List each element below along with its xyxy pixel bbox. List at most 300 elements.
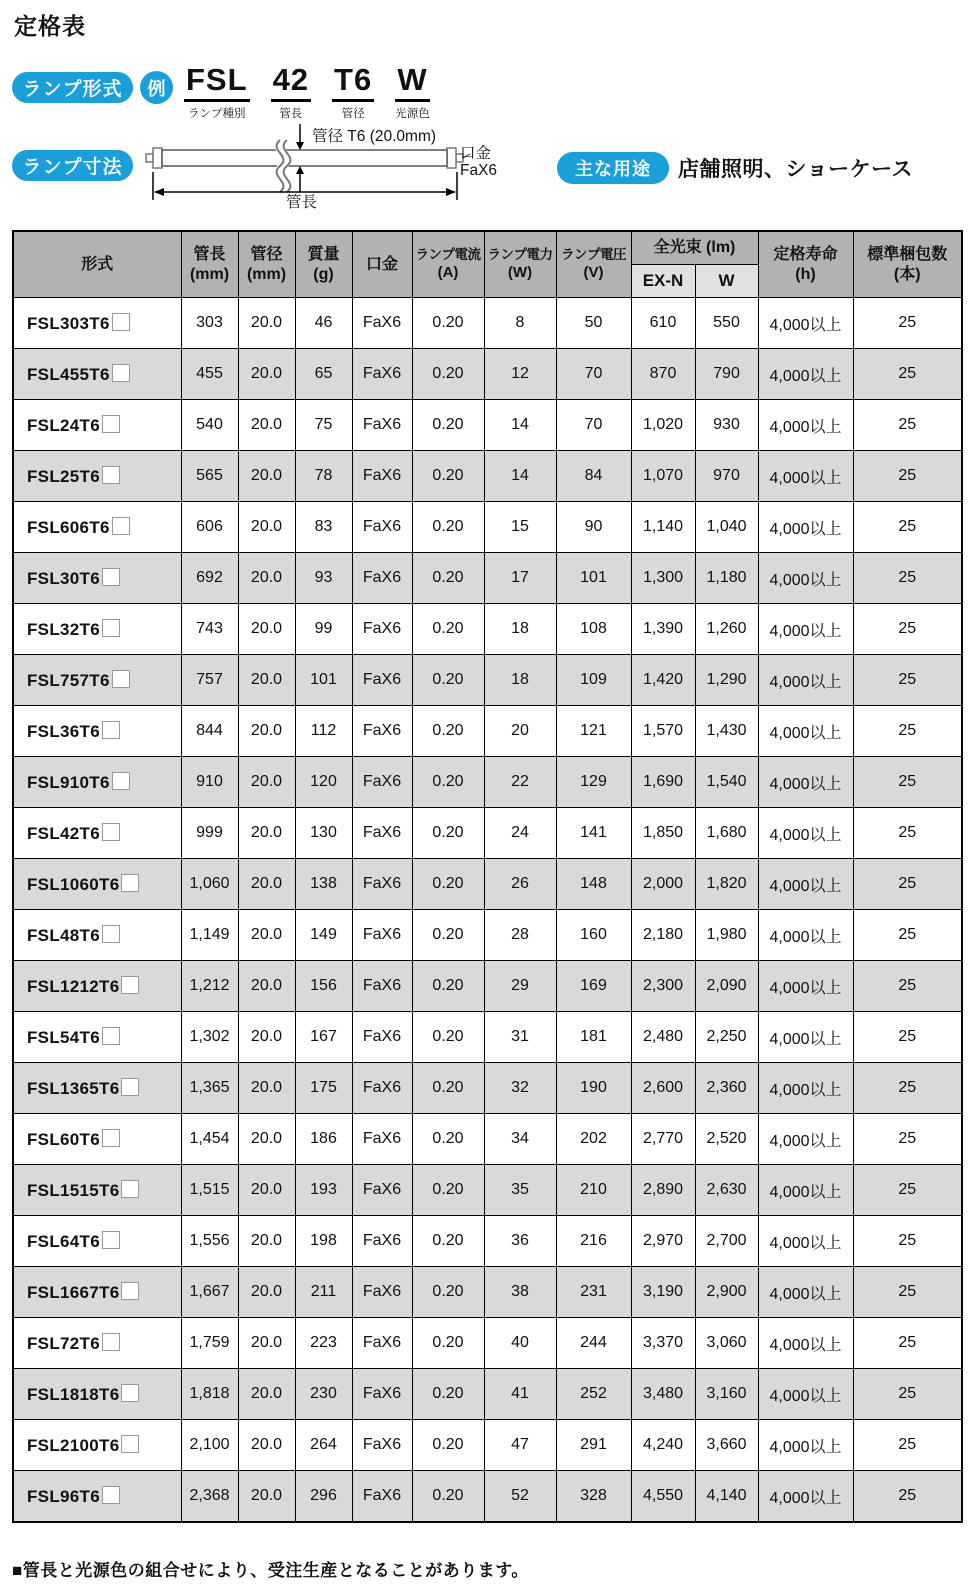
voltage-cell: 181 [556,1012,631,1063]
flux-w-cell: 550 [695,298,758,349]
base-cell: FaX6 [352,1216,412,1267]
model-cell [13,1420,181,1471]
power-cell: 29 [484,961,556,1012]
base-cell: FaX6 [352,1318,412,1369]
color-code-box [121,1078,139,1096]
packing-cell: 25 [853,1063,962,1114]
packing-cell: 25 [853,757,962,808]
color-code-box [102,1027,120,1045]
length-cell: 757 [181,655,238,706]
packing-cell: 25 [853,961,962,1012]
color-code-box [102,1231,120,1249]
model-code: FSL1060T6 [27,874,120,894]
table-row [13,1216,962,1267]
power-cell: 34 [484,1114,556,1165]
main-use-text: 店舗照明、ショーケース [678,158,914,181]
flux-w-cell: 790 [695,349,758,400]
format-code-label: ランプ種別 [188,107,246,120]
power-cell: 35 [484,1165,556,1216]
color-code-box [112,313,130,331]
model-code: FSL54T6 [27,1027,100,1047]
table-row [13,298,962,349]
color-code-box [112,772,130,790]
model-code: FSL64T6 [27,1231,100,1251]
current-cell: 0.20 [412,451,484,502]
flux-w-cell: 1,040 [695,502,758,553]
packing-cell: 25 [853,706,962,757]
diameter-cell: 20.0 [238,1471,295,1523]
base-cell: FaX6 [352,757,412,808]
diameter-cell: 20.0 [238,1420,295,1471]
flux-exn-cell: 1,690 [631,757,695,808]
life-cell: 4,000以上 [758,1369,853,1420]
base-cell: FaX6 [352,604,412,655]
model-code: FSL910T6 [27,772,110,792]
model-code: FSL757T6 [27,670,110,690]
power-cell: 41 [484,1369,556,1420]
model-cell [13,400,181,451]
power-cell: 31 [484,1012,556,1063]
life-cell: 4,000以上 [758,349,853,400]
life-cell: 4,000以上 [758,706,853,757]
col-header-packing: 標準梱包数 (本) [853,231,962,298]
voltage-cell: 108 [556,604,631,655]
current-cell: 0.20 [412,502,484,553]
color-code-box [102,568,120,586]
table-row [13,553,962,604]
flux-w-cell: 2,360 [695,1063,758,1114]
format-code: 42 [271,64,311,102]
mass-cell: 223 [295,1318,352,1369]
packing-cell: 25 [853,1318,962,1369]
current-cell: 0.20 [412,298,484,349]
color-code-box [102,721,120,739]
diameter-cell: 20.0 [238,757,295,808]
flux-w-cell: 1,680 [695,808,758,859]
model-code: FSL25T6 [27,466,100,486]
model-code: FSL1365T6 [27,1078,120,1098]
voltage-cell: 70 [556,400,631,451]
model-code: FSL24T6 [27,415,100,435]
mass-cell: 149 [295,910,352,961]
flux-w-cell: 1,820 [695,859,758,910]
length-cell: 1,212 [181,961,238,1012]
length-cell: 540 [181,400,238,451]
flux-exn-cell: 870 [631,349,695,400]
length-cell: 1,818 [181,1369,238,1420]
power-cell: 14 [484,451,556,502]
current-cell: 0.20 [412,349,484,400]
flux-exn-cell: 2,480 [631,1012,695,1063]
model-code: FSL606T6 [27,517,110,537]
table-row [13,961,962,1012]
diameter-cell: 20.0 [238,1114,295,1165]
mass-cell: 130 [295,808,352,859]
packing-cell: 25 [853,298,962,349]
diameter-cell: 20.0 [238,553,295,604]
packing-cell: 25 [853,655,962,706]
length-cell: 999 [181,808,238,859]
diameter-cell: 20.0 [238,859,295,910]
flux-exn-cell: 1,300 [631,553,695,604]
col-header-voltage: ランプ電圧 (V) [556,231,631,298]
mass-cell: 46 [295,298,352,349]
flux-w-cell: 2,090 [695,961,758,1012]
power-cell: 14 [484,400,556,451]
mass-cell: 175 [295,1063,352,1114]
rating-table [12,230,963,1523]
table-row [13,604,962,655]
base-cell: FaX6 [352,1114,412,1165]
base-cell: FaX6 [352,655,412,706]
packing-cell: 25 [853,451,962,502]
color-code-box [102,1129,120,1147]
flux-w-cell: 2,520 [695,1114,758,1165]
lamp-format-example [184,64,430,121]
power-cell: 15 [484,502,556,553]
tube-diameter-label: 管径 T6 (20.0mm) [312,128,437,145]
life-cell: 4,000以上 [758,1420,853,1471]
mass-cell: 138 [295,859,352,910]
diameter-cell: 20.0 [238,451,295,502]
model-code: FSL32T6 [27,619,100,639]
life-cell: 4,000以上 [758,757,853,808]
mass-cell: 230 [295,1369,352,1420]
current-cell: 0.20 [412,1114,484,1165]
flux-exn-cell: 4,550 [631,1471,695,1523]
color-code-box [102,823,120,841]
model-code: FSL1212T6 [27,976,120,996]
life-cell: 4,000以上 [758,298,853,349]
length-cell: 1,556 [181,1216,238,1267]
flux-w-cell: 2,630 [695,1165,758,1216]
power-cell: 18 [484,604,556,655]
packing-cell: 25 [853,1420,962,1471]
model-cell [13,451,181,502]
flux-w-cell: 1,980 [695,910,758,961]
life-cell: 4,000以上 [758,808,853,859]
table-row [13,1012,962,1063]
life-cell: 4,000以上 [758,553,853,604]
model-code: FSL30T6 [27,568,100,588]
power-cell: 28 [484,910,556,961]
base-cell: FaX6 [352,400,412,451]
col-header-flux-w: W [695,265,758,298]
current-cell: 0.20 [412,1318,484,1369]
diameter-cell: 20.0 [238,961,295,1012]
flux-w-cell: 4,140 [695,1471,758,1523]
life-cell: 4,000以上 [758,1471,853,1523]
life-cell: 4,000以上 [758,400,853,451]
flux-w-cell: 1,260 [695,604,758,655]
col-header-current: ランプ電流 (A) [412,231,484,298]
diameter-cell: 20.0 [238,1216,295,1267]
flux-exn-cell: 1,850 [631,808,695,859]
current-cell: 0.20 [412,1216,484,1267]
model-cell [13,298,181,349]
model-cell [13,604,181,655]
current-cell: 0.20 [412,808,484,859]
flux-w-cell: 2,700 [695,1216,758,1267]
col-header-flux-exn: EX-N [631,265,695,298]
voltage-cell: 109 [556,655,631,706]
model-code: FSL1818T6 [27,1384,120,1404]
flux-exn-cell: 2,180 [631,910,695,961]
current-cell: 0.20 [412,1165,484,1216]
length-cell: 844 [181,706,238,757]
voltage-cell: 231 [556,1267,631,1318]
format-code: T6 [332,64,374,102]
base-cell: FaX6 [352,706,412,757]
life-cell: 4,000以上 [758,1063,853,1114]
table-row [13,1114,962,1165]
length-cell: 303 [181,298,238,349]
tube-base-label: 口金 FaX6 [460,145,498,180]
format-part-color [395,64,430,121]
lamp-dimensions-pill: ランプ寸法 [12,150,133,181]
flux-w-cell: 1,180 [695,553,758,604]
flux-exn-cell: 1,570 [631,706,695,757]
length-cell: 1,149 [181,910,238,961]
color-code-box [121,1435,139,1453]
color-code-box [102,415,120,433]
length-cell: 1,060 [181,859,238,910]
power-cell: 20 [484,706,556,757]
flux-exn-cell: 3,480 [631,1369,695,1420]
table-row [13,502,962,553]
mass-cell: 75 [295,400,352,451]
flux-w-cell: 3,060 [695,1318,758,1369]
life-cell: 4,000以上 [758,859,853,910]
model-cell [13,502,181,553]
model-code: FSL455T6 [27,364,110,384]
diameter-cell: 20.0 [238,298,295,349]
packing-cell: 25 [853,808,962,859]
power-cell: 47 [484,1420,556,1471]
main-use-pill: 主な用途 [557,152,669,184]
table-row [13,808,962,859]
life-cell: 4,000以上 [758,1216,853,1267]
flux-exn-cell: 2,770 [631,1114,695,1165]
model-code: FSL1667T6 [27,1282,120,1302]
life-cell: 4,000以上 [758,961,853,1012]
format-code-label: 管径 [341,107,365,120]
base-cell: FaX6 [352,553,412,604]
voltage-cell: 141 [556,808,631,859]
lamp-diagram [140,118,505,216]
base-cell: FaX6 [352,1420,412,1471]
table-row [13,349,962,400]
table-row [13,1267,962,1318]
packing-cell: 25 [853,400,962,451]
life-cell: 4,000以上 [758,1165,853,1216]
life-cell: 4,000以上 [758,1012,853,1063]
format-code: FSL [184,64,250,102]
packing-cell: 25 [853,502,962,553]
base-cell: FaX6 [352,1267,412,1318]
voltage-cell: 216 [556,1216,631,1267]
diameter-cell: 20.0 [238,808,295,859]
length-cell: 565 [181,451,238,502]
length-cell: 1,365 [181,1063,238,1114]
model-cell [13,1216,181,1267]
base-cell: FaX6 [352,451,412,502]
flux-w-cell: 3,660 [695,1420,758,1471]
current-cell: 0.20 [412,859,484,910]
model-cell [13,859,181,910]
table-body [13,298,962,1523]
diameter-cell: 20.0 [238,706,295,757]
voltage-cell: 148 [556,859,631,910]
flux-exn-cell: 1,020 [631,400,695,451]
length-cell: 910 [181,757,238,808]
table-row [13,1063,962,1114]
tube-length-label: 管長 [286,194,318,211]
voltage-cell: 101 [556,553,631,604]
packing-cell: 25 [853,1165,962,1216]
flux-w-cell: 930 [695,400,758,451]
mass-cell: 65 [295,349,352,400]
life-cell: 4,000以上 [758,451,853,502]
model-cell [13,961,181,1012]
color-code-box [102,925,120,943]
flux-exn-cell: 3,370 [631,1318,695,1369]
model-code: FSL48T6 [27,925,100,945]
col-header-power: ランプ電力 (W) [484,231,556,298]
power-cell: 18 [484,655,556,706]
diameter-cell: 20.0 [238,1063,295,1114]
current-cell: 0.20 [412,1471,484,1523]
packing-cell: 25 [853,1369,962,1420]
color-code-box [112,517,130,535]
color-code-box [121,1180,139,1198]
mass-cell: 112 [295,706,352,757]
base-cell: FaX6 [352,502,412,553]
col-header-base: 口金 [352,231,412,298]
current-cell: 0.20 [412,604,484,655]
life-cell: 4,000以上 [758,1114,853,1165]
table-row [13,655,962,706]
current-cell: 0.20 [412,655,484,706]
table-row [13,706,962,757]
current-cell: 0.20 [412,961,484,1012]
model-cell [13,349,181,400]
life-cell: 4,000以上 [758,910,853,961]
mass-cell: 296 [295,1471,352,1523]
voltage-cell: 328 [556,1471,631,1523]
packing-cell: 25 [853,553,962,604]
diameter-cell: 20.0 [238,1318,295,1369]
life-cell: 4,000以上 [758,1267,853,1318]
base-cell: FaX6 [352,1165,412,1216]
length-cell: 1,302 [181,1012,238,1063]
table-row [13,451,962,502]
voltage-cell: 202 [556,1114,631,1165]
length-cell: 1,515 [181,1165,238,1216]
power-cell: 12 [484,349,556,400]
model-cell [13,757,181,808]
packing-cell: 25 [853,1012,962,1063]
model-code: FSL1515T6 [27,1180,120,1200]
format-code: W [395,64,429,102]
diameter-cell: 20.0 [238,1165,295,1216]
mass-cell: 99 [295,604,352,655]
table-row [13,1318,962,1369]
color-code-box [112,364,130,382]
current-cell: 0.20 [412,1369,484,1420]
base-cell: FaX6 [352,1063,412,1114]
voltage-cell: 129 [556,757,631,808]
base-cell: FaX6 [352,910,412,961]
flux-exn-cell: 4,240 [631,1420,695,1471]
mass-cell: 198 [295,1216,352,1267]
length-cell: 1,667 [181,1267,238,1318]
color-code-box [102,619,120,637]
flux-w-cell: 970 [695,451,758,502]
flux-exn-cell: 2,300 [631,961,695,1012]
voltage-cell: 121 [556,706,631,757]
col-header-flux-group: 全光束 (lm) [631,231,758,265]
color-code-box [112,670,130,688]
packing-cell: 25 [853,910,962,961]
power-cell: 22 [484,757,556,808]
current-cell: 0.20 [412,910,484,961]
flux-w-cell: 2,250 [695,1012,758,1063]
voltage-cell: 70 [556,349,631,400]
format-part-length [271,64,311,121]
flux-exn-cell: 3,190 [631,1267,695,1318]
model-code: FSL60T6 [27,1129,100,1149]
current-cell: 0.20 [412,553,484,604]
packing-cell: 25 [853,349,962,400]
current-cell: 0.20 [412,400,484,451]
table-header [13,231,962,298]
flux-w-cell: 1,430 [695,706,758,757]
model-cell [13,1369,181,1420]
diameter-cell: 20.0 [238,604,295,655]
model-code: FSL36T6 [27,721,100,741]
flux-w-cell: 2,900 [695,1267,758,1318]
flux-exn-cell: 1,140 [631,502,695,553]
format-part-diameter [332,64,374,121]
life-cell: 4,000以上 [758,1318,853,1369]
col-header-life: 定格寿命 (h) [758,231,853,298]
table-row [13,1165,962,1216]
voltage-cell: 84 [556,451,631,502]
voltage-cell: 244 [556,1318,631,1369]
model-cell [13,910,181,961]
diameter-cell: 20.0 [238,1267,295,1318]
model-code: FSL72T6 [27,1333,100,1353]
base-cell: FaX6 [352,1012,412,1063]
length-cell: 2,368 [181,1471,238,1523]
packing-cell: 25 [853,604,962,655]
length-cell: 1,759 [181,1318,238,1369]
power-cell: 38 [484,1267,556,1318]
power-cell: 26 [484,859,556,910]
length-cell: 2,100 [181,1420,238,1471]
col-header-diameter: 管径 (mm) [238,231,295,298]
mass-cell: 186 [295,1114,352,1165]
mass-cell: 101 [295,655,352,706]
color-code-box [102,1333,120,1351]
mass-cell: 120 [295,757,352,808]
life-cell: 4,000以上 [758,502,853,553]
current-cell: 0.20 [412,757,484,808]
color-code-box [102,466,120,484]
col-header-length: 管長 (mm) [181,231,238,298]
flux-w-cell: 3,160 [695,1369,758,1420]
